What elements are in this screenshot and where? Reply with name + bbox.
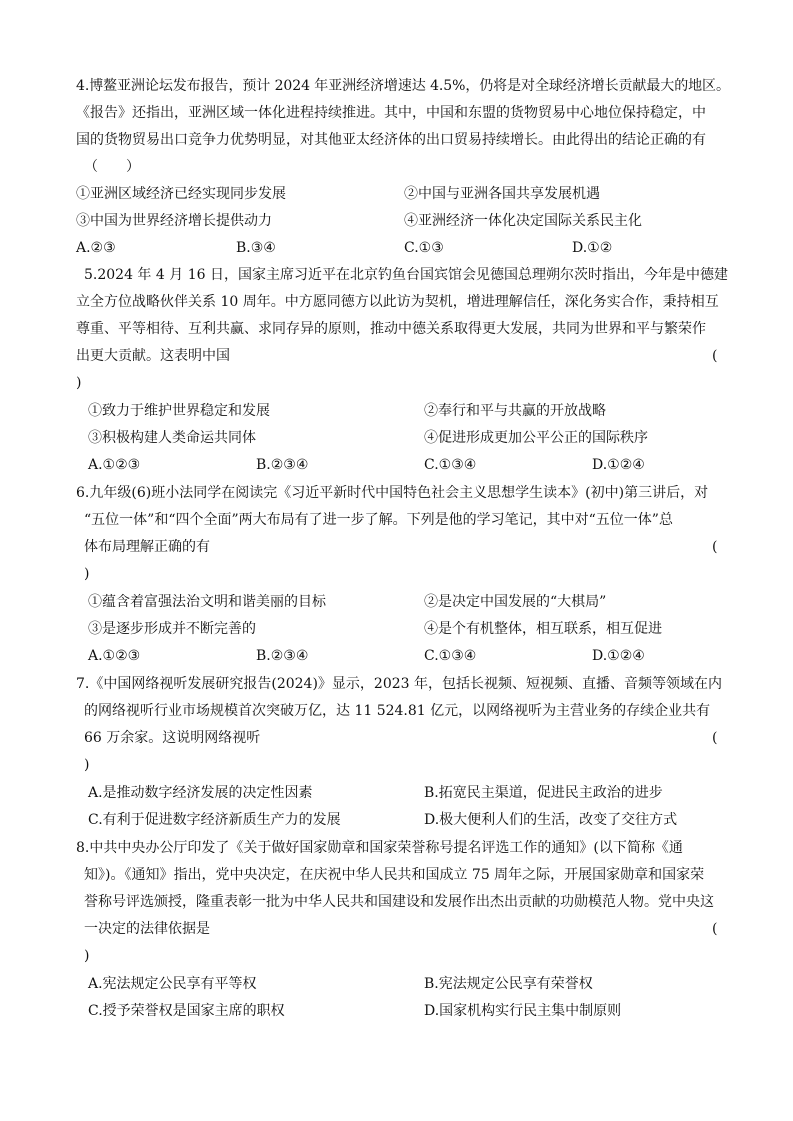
question-text-line: 国的货物贸易出口竞争力优势明显，对其他亚太经济体的出口贸易持续增长。由此得出的结论正确的有	[76, 132, 706, 148]
question-text-line: 一决定的法律依据是	[84, 921, 210, 937]
question-text-line: 尊重、平等相待、互利共赢、求同存异的原则，推动中德关系取得更大发展，共同为世界和平与繁荣作	[76, 321, 706, 337]
statement-option: ④促进形成更加公平公正的国际秩序	[424, 430, 648, 446]
statement-option: ④是个有机整体，相互联系，相互促进	[424, 621, 662, 637]
answer-bracket-close: )	[76, 375, 82, 391]
choice-c: C.有利于促进数字经济新质生产力的发展	[88, 812, 341, 828]
question-text-line: 66 万余家。这说明网络视听	[84, 730, 261, 746]
choice-a: A.①②③	[88, 648, 141, 664]
choice-d: D.①②④	[592, 648, 645, 664]
question-text-line: 知》)。《通知》指出，党中央决定，在庆祝中华人民共和国成立 75 周年之际，开展国家勋章和国家荣	[84, 867, 705, 883]
question-text-line: 立全方位战略伙伴关系 10 周年。中方愿同德方以此访为契机，增进理解信任，深化务实合作，秉持相互	[76, 294, 719, 310]
answer-bracket-close: )	[84, 757, 90, 773]
answer-bracket-open: (	[712, 348, 718, 364]
choice-d: D.极大便利人们的生活，改变了交往方式	[424, 812, 678, 828]
statement-option: ②奉行和平与共赢的开放战略	[424, 403, 606, 419]
statement-option: ③积极构建人类命运共同体	[88, 430, 256, 446]
statement-option: ③中国为世界经济增长提供动力	[76, 213, 272, 229]
answer-bracket-open: (	[712, 730, 718, 746]
choice-d: D.①②	[572, 240, 613, 256]
question-text-line: 的网络视听行业市场规模首次突破万亿，达 11 524.81 亿元，以网络视听为主营业务的存续企业共有	[84, 703, 711, 719]
question-text-line: 6.九年级(6)班小法同学在阅读完《习近平新时代中国特色社会主义思想学生读本》(初中)第三讲后，对	[76, 485, 709, 501]
statement-option: ③是逐步形成并不断完善的	[88, 621, 256, 637]
answer-bracket-close: )	[84, 566, 90, 582]
choice-b: B.拓宽民主渠道，促进民主政治的进步	[424, 785, 663, 801]
answer-bracket-open: (	[712, 921, 718, 937]
choice-a: A.宪法规定公民享有平等权	[88, 976, 257, 992]
choice-d: D.国家机构实行民主集中制原则	[424, 1003, 622, 1019]
choice-b: B.②③④	[256, 648, 309, 664]
choice-a: A.①②③	[88, 457, 141, 473]
answer-bracket-open: (	[712, 539, 718, 555]
statement-option: ④亚洲经济一体化决定国际关系民主化	[404, 213, 642, 229]
choice-a: A.②③	[76, 240, 116, 256]
question-text-line: “五位一体”和“四个全面”两大布局有了进一步了解。下列是他的学习笔记，其中对“五位一体”总	[84, 512, 673, 528]
question-text-line: 体布局理解正确的有	[84, 539, 210, 555]
choice-b: B.②③④	[256, 457, 309, 473]
question-text-line: 8.中共中央办公厅印发了《关于做好国家勋章和国家荣誉称号提名评选工作的通知》(以下简称《通	[76, 840, 683, 856]
question-text-line: 出更大贡献。这表明中国	[76, 348, 230, 364]
choice-d: D.①②④	[592, 457, 645, 473]
question-text-line: 《报告》还指出，亚洲区域一体化进程持续推进。其中，中国和东盟的货物贸易中心地位保持稳定，中	[76, 105, 706, 121]
statement-option: ①亚洲区域经济已经实现同步发展	[76, 186, 286, 202]
statement-option: ②中国与亚洲各国共享发展机遇	[404, 186, 600, 202]
choice-c: C.①③④	[424, 648, 477, 664]
choice-b: B.宪法规定公民享有荣誉权	[424, 976, 593, 992]
statement-option: ①致力于维护世界稳定和发展	[88, 403, 270, 419]
choice-b: B.③④	[236, 240, 276, 256]
answer-bracket-close: )	[84, 948, 90, 964]
choice-c: C.授予荣誉权是国家主席的职权	[88, 1003, 285, 1019]
choice-c: C.①③④	[424, 457, 477, 473]
question-text-line: 5.2024 年 4 月 16 日，国家主席习近平在北京钓鱼台国宾馆会见德国总理朔尔茨时指出，今年是中德建	[84, 267, 728, 283]
choice-c: C.①③	[404, 240, 444, 256]
question-text-line: 誉称号评选颁授，隆重表彰一批为中华人民共和国建设和发展作出杰出贡献的功勋模范人物。党中央这	[84, 894, 714, 910]
choice-a: A.是推动数字经济发展的决定性因素	[88, 785, 313, 801]
question-text-line: 4.博鳌亚洲论坛发布报告，预计 2024 年亚洲经济增速达 4.5%，仍将是对全球经济增长贡献最大的地区。	[76, 78, 730, 94]
statement-option: ②是决定中国发展的“大棋局”	[424, 594, 607, 610]
question-text-line: 7.《中国网络视听发展研究报告(2024)》显示，2023 年，包括长视频、短视频、直播、音频等领域在内	[76, 676, 722, 692]
answer-bracket: （ ）	[84, 159, 140, 175]
statement-option: ①蕴含着富强法治文明和谐美丽的目标	[88, 594, 326, 610]
